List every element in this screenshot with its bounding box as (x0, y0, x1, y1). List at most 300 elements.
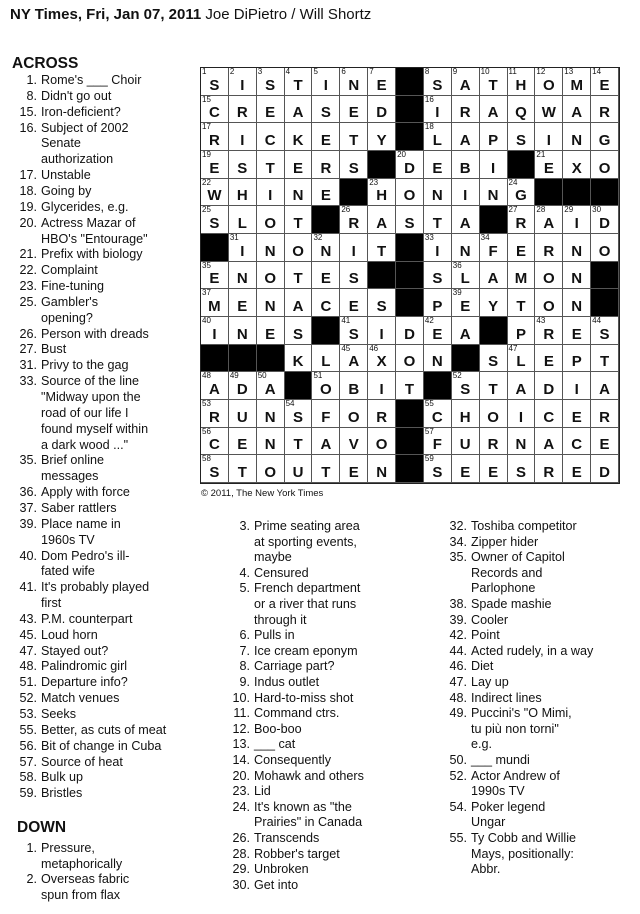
grid-cell[interactable] (424, 179, 452, 207)
cell-number: 5 (313, 67, 318, 76)
clue-text: Parlophone (471, 581, 536, 596)
grid-cell[interactable] (591, 372, 619, 400)
cell-number: 29 (564, 205, 574, 215)
cell-letter: A (264, 380, 276, 398)
grid-cell[interactable] (591, 96, 619, 124)
cell-letter: L (432, 131, 442, 149)
grid-cell[interactable] (591, 206, 619, 234)
grid-cell[interactable] (396, 317, 424, 345)
clue-text: Saber rattlers (41, 500, 117, 515)
cell-number: 9 (452, 67, 458, 76)
cell-letter: S (320, 104, 331, 122)
grid-cell[interactable] (312, 372, 340, 400)
grid-cell[interactable] (257, 206, 285, 234)
cell-letter: C (431, 408, 443, 426)
grid-cell[interactable] (508, 372, 536, 400)
grid-cell[interactable] (229, 262, 257, 290)
grid-cell[interactable] (480, 400, 508, 428)
cell-letter: E (237, 297, 248, 315)
grid-cell[interactable] (229, 317, 257, 345)
grid-cell[interactable] (340, 68, 368, 96)
grid-cell[interactable] (535, 151, 563, 179)
cell-letter: H (236, 187, 248, 205)
cell-number: 35 (202, 260, 211, 270)
clue-text: Gambler's (41, 294, 98, 309)
cell-letter: N (264, 242, 276, 260)
cell-number: 6 (341, 67, 346, 76)
grid-cell[interactable] (480, 96, 508, 124)
grid-cell[interactable] (480, 289, 508, 317)
grid-cell[interactable] (480, 455, 508, 483)
grid-cell[interactable] (340, 96, 368, 124)
cell-number: 49 (229, 371, 239, 381)
grid-cell[interactable] (312, 96, 340, 124)
grid-cell[interactable] (452, 123, 480, 151)
grid-cell[interactable] (229, 179, 257, 207)
cell-number: 33 (424, 233, 434, 242)
clue-number: 47. (19, 643, 37, 658)
cell-number: 16 (424, 94, 434, 104)
grid-cell[interactable] (424, 234, 452, 262)
grid-cell[interactable] (257, 151, 285, 179)
grid-cell[interactable] (424, 206, 452, 234)
grid-cell[interactable] (452, 96, 480, 124)
grid-cell[interactable] (563, 262, 591, 290)
grid-cell[interactable] (229, 400, 257, 428)
cell-letter: D (236, 380, 248, 398)
grid-cell[interactable] (424, 68, 452, 96)
cell-number: 37 (202, 288, 211, 298)
grid-cell[interactable] (424, 151, 452, 179)
grid-cell[interactable] (480, 428, 508, 456)
cell-number: 28 (536, 205, 546, 215)
grid-cell[interactable] (312, 179, 340, 207)
cell-letter: O (347, 408, 360, 426)
black-square (340, 179, 368, 207)
grid-cell[interactable] (535, 206, 563, 234)
grid-cell[interactable] (480, 179, 508, 207)
grid-cell[interactable] (312, 123, 340, 151)
cell-number: 1 (202, 67, 207, 76)
grid-cell[interactable] (257, 400, 285, 428)
grid-cell[interactable] (424, 96, 452, 124)
grid-cell[interactable] (285, 262, 313, 290)
grid-cell[interactable] (396, 151, 424, 179)
grid-cell[interactable] (285, 400, 313, 428)
grid-cell[interactable] (396, 206, 424, 234)
cell-letter: I (379, 380, 384, 398)
clue-text: Brief online (41, 453, 105, 468)
cell-letter: E (599, 76, 610, 94)
grid-cell[interactable] (201, 400, 229, 428)
clue-text: Lid (254, 784, 271, 799)
cell-letter: I (435, 242, 440, 260)
clue-text: maybe (254, 550, 292, 565)
clue-number: 2. (26, 872, 37, 886)
grid-cell[interactable] (508, 206, 536, 234)
clue-text: e.g. (471, 737, 493, 752)
cell-number: 32 (313, 233, 323, 242)
cell-letter: U (292, 463, 304, 481)
grid-cell[interactable] (424, 289, 452, 317)
grid-cell[interactable] (285, 68, 313, 96)
grid-cell[interactable] (229, 372, 257, 400)
grid-cell[interactable] (508, 400, 536, 428)
grid-cell[interactable] (508, 68, 536, 96)
cell-letter: S (515, 131, 526, 149)
grid-cell[interactable] (340, 345, 368, 373)
grid-cell[interactable] (424, 428, 452, 456)
black-square (312, 206, 340, 234)
grid-cell[interactable] (563, 317, 591, 345)
clue-text: Actor Andrew of (471, 768, 560, 783)
grid-cell[interactable] (201, 455, 229, 483)
grid-cell[interactable] (368, 234, 396, 262)
grid-cell[interactable] (535, 289, 563, 317)
clue-number: 19. (19, 199, 37, 214)
grid-cell[interactable] (229, 96, 257, 124)
grid-cell[interactable] (591, 400, 619, 428)
grid-cell[interactable] (257, 428, 285, 456)
clue-number: 9. (239, 675, 250, 689)
grid-cell[interactable] (452, 428, 480, 456)
grid-cell[interactable] (285, 206, 313, 234)
cell-letter: W (541, 104, 556, 122)
grid-cell[interactable] (535, 317, 563, 345)
crossword-grid (200, 67, 620, 484)
grid-cell[interactable] (535, 68, 563, 96)
grid-cell[interactable] (201, 123, 229, 151)
grid-cell[interactable] (257, 179, 285, 207)
clue-text: Ty Cobb and Willie (471, 831, 576, 845)
clue-text: Lay up (471, 675, 509, 689)
grid-cell[interactable] (591, 345, 619, 373)
clue-number: 55. (19, 722, 37, 737)
grid-cell[interactable] (368, 96, 396, 124)
grid-cell[interactable] (508, 234, 536, 262)
grid-cell[interactable] (452, 68, 480, 96)
grid-cell[interactable] (424, 317, 452, 345)
cell-letter: B (348, 380, 360, 398)
clue-number: 5. (239, 581, 250, 596)
cell-letter: A (292, 104, 304, 122)
grid-cell[interactable] (452, 179, 480, 207)
grid-cell[interactable] (368, 400, 396, 428)
grid-cell[interactable] (312, 68, 340, 96)
grid-cell[interactable] (424, 262, 452, 290)
grid-cell[interactable] (285, 428, 313, 456)
cell-letter: O (320, 380, 332, 398)
grid-cell[interactable] (229, 289, 257, 317)
grid-cell[interactable] (368, 68, 396, 96)
grid-cell[interactable] (201, 151, 229, 179)
cell-letter: S (348, 159, 359, 177)
grid-cell[interactable] (424, 123, 452, 151)
grid-cell[interactable] (563, 206, 591, 234)
grid-cell[interactable] (257, 455, 285, 483)
grid-cell[interactable] (340, 289, 368, 317)
grid-cell[interactable] (535, 400, 563, 428)
clue-number: 26. (232, 831, 250, 845)
cell-letter: A (209, 380, 220, 398)
grid-cell[interactable] (452, 400, 480, 428)
grid-cell[interactable] (229, 234, 257, 262)
grid-cell[interactable] (508, 317, 536, 345)
grid-cell[interactable] (340, 428, 368, 456)
grid-cell[interactable] (452, 289, 480, 317)
clue-text: P.M. counterpart (41, 611, 133, 626)
grid-cell[interactable] (285, 96, 313, 124)
clue-number: 35. (449, 550, 467, 565)
grid-cell[interactable] (480, 262, 508, 290)
grid-cell[interactable] (535, 428, 563, 456)
grid-cell[interactable] (508, 345, 536, 373)
grid-cell[interactable] (257, 123, 285, 151)
grid-cell[interactable] (340, 206, 368, 234)
grid-cell[interactable] (257, 289, 285, 317)
grid-cell[interactable] (312, 262, 340, 290)
cell-letter: A (599, 380, 610, 398)
grid-cell[interactable] (563, 400, 591, 428)
grid-cell[interactable] (201, 179, 229, 207)
grid-cell[interactable] (591, 455, 619, 483)
clue-number: 12. (232, 721, 250, 736)
grid-cell[interactable] (508, 289, 536, 317)
grid-cell[interactable] (535, 262, 563, 290)
grid-cell[interactable] (229, 151, 257, 179)
grid-cell[interactable] (368, 455, 396, 483)
grid-cell[interactable] (285, 151, 313, 179)
grid-cell[interactable] (480, 151, 508, 179)
grid-cell[interactable] (535, 455, 563, 483)
clue-text: metaphorically (41, 856, 123, 871)
clue-text: found myself within (41, 421, 149, 436)
black-square (591, 289, 619, 317)
grid-cell[interactable] (508, 262, 536, 290)
grid-cell[interactable] (535, 345, 563, 373)
clue-number: 42. (449, 628, 467, 643)
grid-cell[interactable] (312, 345, 340, 373)
grid-cell[interactable] (480, 68, 508, 96)
grid-cell[interactable] (285, 289, 313, 317)
grid-cell[interactable] (285, 179, 313, 207)
cell-letter: S (515, 463, 526, 481)
grid-cell[interactable] (340, 151, 368, 179)
cell-letter: S (376, 297, 387, 315)
grid-cell[interactable] (563, 123, 591, 151)
grid-cell[interactable] (591, 123, 619, 151)
grid-cell[interactable] (201, 372, 229, 400)
grid-cell[interactable] (452, 234, 480, 262)
grid-cell[interactable] (563, 372, 591, 400)
clue-text: Bulk up (41, 770, 84, 785)
grid-cell[interactable] (312, 234, 340, 262)
cell-number: 24 (508, 177, 518, 187)
black-square (285, 372, 313, 400)
grid-cell[interactable] (229, 428, 257, 456)
cell-letter: I (463, 187, 468, 205)
grid-cell[interactable] (340, 317, 368, 345)
grid-cell[interactable] (201, 428, 229, 456)
cell-letter: R (376, 408, 388, 426)
cell-letter: O (598, 159, 611, 177)
grid-cell[interactable] (340, 400, 368, 428)
cell-letter: R (320, 159, 332, 177)
grid-cell[interactable] (201, 289, 229, 317)
grid-cell[interactable] (368, 345, 396, 373)
grid-cell[interactable] (424, 455, 452, 483)
grid-cell[interactable] (452, 372, 480, 400)
clue-text: Going by (41, 183, 92, 198)
grid-cell[interactable] (563, 96, 591, 124)
grid-cell[interactable] (201, 262, 229, 290)
grid-cell[interactable] (257, 68, 285, 96)
grid-cell[interactable] (480, 123, 508, 151)
black-square (396, 428, 424, 456)
grid-cell[interactable] (229, 206, 257, 234)
grid-cell[interactable] (452, 151, 480, 179)
grid-cell[interactable] (563, 289, 591, 317)
grid-cell[interactable] (452, 206, 480, 234)
grid-cell[interactable] (563, 455, 591, 483)
grid-cell[interactable] (535, 123, 563, 151)
cell-letter: N (236, 325, 248, 343)
cell-letter: O (264, 270, 276, 288)
grid-cell[interactable] (535, 96, 563, 124)
cell-letter: I (240, 76, 245, 94)
grid-cell[interactable] (480, 234, 508, 262)
grid-cell[interactable] (368, 428, 396, 456)
cell-number: 42 (424, 316, 434, 325)
cell-number: 3 (257, 67, 263, 76)
cell-letter: T (293, 76, 303, 94)
grid-cell[interactable] (508, 96, 536, 124)
grid-cell[interactable] (396, 372, 424, 400)
cell-number: 2 (229, 67, 235, 76)
cell-number: 46 (369, 343, 379, 353)
grid-cell[interactable] (312, 455, 340, 483)
grid-cell[interactable] (257, 372, 285, 400)
grid-cell[interactable] (396, 179, 424, 207)
grid-cell[interactable] (285, 317, 313, 345)
grid-cell[interactable] (424, 400, 452, 428)
grid-cell[interactable] (563, 151, 591, 179)
grid-cell[interactable] (257, 262, 285, 290)
grid-cell[interactable] (368, 317, 396, 345)
grid-cell[interactable] (312, 400, 340, 428)
grid-cell[interactable] (285, 123, 313, 151)
grid-cell[interactable] (563, 68, 591, 96)
clue-text: messages (41, 469, 99, 484)
grid-cell[interactable] (508, 123, 536, 151)
grid-cell[interactable] (508, 428, 536, 456)
grid-cell[interactable] (285, 234, 313, 262)
clue-text: Prairies" in Canada (254, 815, 363, 830)
grid-cell[interactable] (312, 289, 340, 317)
grid-cell[interactable] (340, 262, 368, 290)
grid-cell[interactable] (368, 289, 396, 317)
clue-text: at sporting events, (254, 534, 357, 549)
grid-cell[interactable] (452, 455, 480, 483)
grid-cell[interactable] (535, 234, 563, 262)
grid-cell[interactable] (340, 234, 368, 262)
cell-letter: N (264, 297, 276, 315)
clue-number: 58. (19, 770, 37, 785)
grid-cell[interactable] (563, 345, 591, 373)
grid-cell[interactable] (201, 96, 229, 124)
grid-cell[interactable] (563, 428, 591, 456)
clue-text: Fine-tuning (41, 279, 105, 294)
grid-cell[interactable] (452, 262, 480, 290)
grid-cell[interactable] (535, 372, 563, 400)
cell-letter: E (571, 325, 582, 343)
grid-cell[interactable] (229, 68, 257, 96)
cell-letter: I (546, 131, 551, 149)
grid-cell[interactable] (480, 372, 508, 400)
grid-cell[interactable] (368, 179, 396, 207)
grid-cell[interactable] (452, 317, 480, 345)
grid-cell[interactable] (201, 206, 229, 234)
clue-text: Owner of Capitol (471, 550, 565, 565)
grid-cell[interactable] (591, 317, 619, 345)
cell-letter: I (212, 325, 217, 343)
grid-cell[interactable] (591, 428, 619, 456)
grid-cell[interactable] (257, 96, 285, 124)
grid-cell[interactable] (591, 68, 619, 96)
cell-letter: E (320, 131, 331, 149)
clue-text: Prefix with biology (41, 247, 143, 262)
grid-cell[interactable] (201, 68, 229, 96)
cell-letter: E (209, 159, 220, 177)
cell-letter: S (432, 270, 443, 288)
grid-cell[interactable] (285, 455, 313, 483)
grid-cell[interactable] (201, 317, 229, 345)
cell-letter: R (348, 214, 360, 232)
clue-text: Carriage part? (254, 659, 335, 674)
cell-letter: F (488, 242, 498, 260)
grid-cell[interactable] (285, 345, 313, 373)
cell-letter: E (348, 104, 359, 122)
grid-cell[interactable] (229, 123, 257, 151)
grid-cell[interactable] (312, 151, 340, 179)
grid-cell[interactable] (368, 206, 396, 234)
clue-text: Ungar (471, 815, 506, 830)
grid-cell[interactable] (368, 372, 396, 400)
grid-cell[interactable] (424, 345, 452, 373)
grid-cell[interactable] (563, 234, 591, 262)
grid-cell[interactable] (368, 123, 396, 151)
grid-cell[interactable] (340, 455, 368, 483)
grid-cell[interactable] (396, 345, 424, 373)
cell-letter: N (487, 187, 499, 205)
cell-letter: S (209, 214, 220, 232)
grid-cell[interactable] (591, 151, 619, 179)
grid-cell[interactable] (480, 345, 508, 373)
grid-cell[interactable] (257, 234, 285, 262)
cell-letter: N (264, 436, 276, 454)
grid-cell[interactable] (229, 455, 257, 483)
grid-cell[interactable] (340, 123, 368, 151)
grid-cell[interactable] (340, 372, 368, 400)
grid-cell[interactable] (257, 317, 285, 345)
grid-cell[interactable] (508, 179, 536, 207)
grid-cell[interactable] (591, 234, 619, 262)
grid-cell[interactable] (312, 428, 340, 456)
grid-cell[interactable] (508, 455, 536, 483)
cell-letter: R (599, 104, 610, 122)
black-square (396, 262, 424, 290)
cell-letter: A (543, 436, 555, 454)
